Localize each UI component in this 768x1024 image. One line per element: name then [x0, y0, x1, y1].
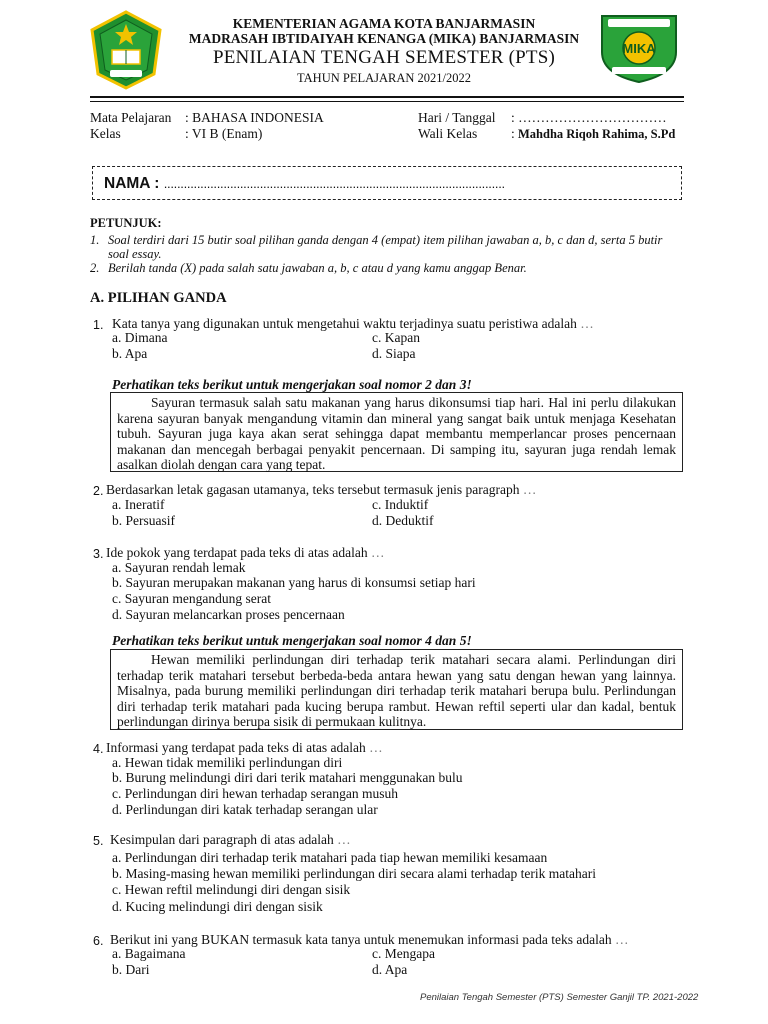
day-label: Hari / Tanggal: [418, 110, 496, 125]
class-label: Kelas: [90, 126, 121, 141]
question-4-stem: Informasi yang terdapat pada teks di atas adalah: [106, 740, 366, 755]
question-2-number: 2.: [93, 484, 104, 498]
question-4-option-d[interactable]: d. Perlindungan diri katak terhadap serangan ular: [112, 802, 378, 817]
question-4-option-b[interactable]: b. Burung melindungi diri dari terik matahari menggunakan bulu: [112, 770, 463, 785]
question-3-option-b[interactable]: b. Sayuran merupakan makanan yang harus di konsumsi setiap hari: [112, 575, 476, 590]
question-2-text: [106, 482, 536, 498]
question-1-ellipsis: …: [576, 316, 594, 331]
question-3-text: [106, 545, 385, 561]
class-value: : VI B (Enam): [185, 126, 263, 141]
kemenag-logo-icon: [90, 10, 162, 90]
passage-2-box: [110, 649, 683, 730]
day-value: : ……………………………: [511, 110, 667, 125]
question-5-option-a[interactable]: a. Perlindungan diri terhadap terik matahari pada tiap hewan memiliki kesamaan: [112, 850, 548, 865]
passage-1-instruction: Perhatikan teks berikut untuk mengerjakan soal nomor 2 dan 3!: [112, 377, 472, 392]
page-footer: Penilaian Tengah Semester (PTS) Semester Ganjil TP. 2021-2022: [420, 992, 699, 1003]
question-2-option-c[interactable]: c. Induktif: [372, 497, 429, 512]
exam-title: PENILAIAN TENGAH SEMESTER (PTS): [212, 47, 556, 68]
question-3-option-a[interactable]: a. Sayuran rendah lemak: [112, 560, 246, 575]
passage-2-text: Hewan memiliki perlindungan diri terhadap terik matahari secara alami. Perlindungan diri terhadap terik matahari tersebut berbeda-beda antara hewan yang satu dengan hewan yang lainnya. Misalnya, pada burung memiliki perlindungan diri terhadap terik matahari berupa bulu. Perlindungan diri terhadap terik matahari pada kucing berupa rambut. Hewan reftil seperti ular dan kadal, bentuk perlindungan dirinya berupa sisik di permukaan kulitnya.: [117, 652, 676, 730]
question-3-option-c[interactable]: c. Sayuran mengandung serat: [112, 591, 271, 606]
teacher-label: Wali Kelas: [418, 126, 478, 141]
question-1-option-c[interactable]: c. Kapan: [372, 330, 420, 345]
header-rule-thin: [90, 101, 684, 102]
question-4-ellipsis: …: [365, 740, 383, 755]
question-5-stem: Kesimpulan dari paragraph di atas adalah: [110, 832, 334, 847]
instruction-text: Soal terdiri dari 15 butir soal pilihan ganda dengan 4 (empat) item pilihan jawaban a, b, c dan d, serta 5 butir soal essay.: [108, 233, 663, 261]
question-1-option-a[interactable]: a. Dimana: [112, 330, 168, 345]
question-6-option-a[interactable]: a. Bagaimana: [112, 946, 186, 961]
question-1-stem: Kata tanya yang digunakan untuk mengetahui waktu terjadinya suatu peristiwa adalah: [112, 316, 577, 331]
instruction-number: 2.: [90, 261, 100, 275]
mika-school-logo-icon: [598, 12, 680, 84]
instruction-text: Berilah tanda (X) pada salah satu jawaban a, b, c atau d yang kamu anggap Benar.: [108, 261, 527, 275]
name-field[interactable]: [104, 175, 505, 193]
question-2-stem: Berdasarkan letak gagasan utamanya, teks tersebut termasuk jenis paragraph: [106, 482, 520, 497]
question-2-option-b[interactable]: b. Persuasif: [112, 513, 175, 528]
question-1-option-d[interactable]: d. Siapa: [372, 346, 416, 361]
question-6-option-b[interactable]: b. Dari: [112, 962, 150, 977]
question-1-text: [112, 316, 594, 332]
teacher-value: Mahdha Riqoh Rahima, S.Pd: [518, 127, 676, 141]
question-1-number: 1.: [93, 318, 104, 332]
teacher-colon: :: [511, 126, 515, 141]
header-rule-thick: [90, 96, 684, 98]
question-4-option-c[interactable]: c. Perlindungan diri hewan terhadap serangan musuh: [112, 786, 399, 801]
instruction-number: 1.: [90, 233, 100, 247]
question-2-option-a[interactable]: a. Ineratif: [112, 497, 165, 512]
passage-1-box: [110, 392, 683, 472]
question-6-text: [110, 932, 629, 948]
question-6-ellipsis: …: [611, 932, 629, 947]
question-3-option-d[interactable]: d. Sayuran melancarkan proses pencernaan: [112, 607, 345, 622]
question-6-option-c[interactable]: c. Mengapa: [372, 946, 435, 961]
subject-value: : BAHASA INDONESIA: [185, 110, 324, 125]
question-4-text: [106, 740, 383, 756]
question-2-ellipsis: …: [519, 482, 537, 497]
question-5-ellipsis: …: [333, 832, 351, 847]
question-5-number: 5.: [93, 834, 104, 848]
question-3-number: 3.: [93, 547, 104, 561]
question-2-option-d[interactable]: d. Deduktif: [372, 513, 434, 528]
passage-2-instruction: Perhatikan teks berikut untuk mengerjakan soal nomor 4 dan 5!: [112, 633, 472, 648]
name-dots: .......................................................................................................: [163, 176, 505, 191]
question-5-text: [110, 832, 351, 848]
question-3-stem: Ide pokok yang terdapat pada teks di atas adalah: [106, 545, 368, 560]
question-4-option-a[interactable]: a. Hewan tidak memiliki perlindungan diri: [112, 755, 343, 770]
instruction-item: [90, 233, 686, 261]
question-5-option-c[interactable]: c. Hewan reftil melindungi diri dengan sisik: [112, 882, 351, 897]
question-3-ellipsis: …: [367, 545, 385, 560]
section-a-heading: A. PILIHAN GANDA: [90, 290, 227, 306]
name-label: NAMA :: [104, 175, 160, 192]
question-6-option-d[interactable]: d. Apa: [372, 962, 408, 977]
question-5-option-d[interactable]: d. Kucing melindungi diri dengan sisik: [112, 899, 323, 914]
ministry-title: KEMENTERIAN AGAMA KOTA BANJARMASIN: [232, 16, 536, 31]
question-1-option-b[interactable]: b. Apa: [112, 346, 148, 361]
school-name: MADRASAH IBTIDAIYAH KENANGA (MIKA) BANJARMASIN: [188, 31, 580, 46]
subject-label: Mata Pelajaran: [90, 110, 172, 125]
academic-year: TAHUN PELAJARAN 2021/2022: [297, 71, 471, 85]
question-6-number: 6.: [93, 934, 104, 948]
instructions-title: PETUNJUK:: [90, 216, 162, 230]
mika-logo-text: MIKA: [622, 41, 656, 56]
passage-1-text: Sayuran termasuk salah satu makanan yang harus dikonsumsi tiap hari. Hal ini perlu dilakukan karena sayuran banyak mengandung vitamin dan mineral yang sangat baik untuk menjaga Kesehatan tubuh. Sayuran juga kaya akan serat sehingga dapat membantu memperlancar proses pencernaan makanan dan mencegah berbagai penyakit pencernaan. Di samping itu, sayuran juga rendah lemak asalkan diolah dengan cara yang tepat.: [117, 395, 676, 473]
question-6-stem: Berikut ini yang BUKAN termasuk kata tanya untuk menemukan informasi pada teks adalah: [110, 932, 612, 947]
question-5-option-b[interactable]: b. Masing-masing hewan memiliki perlindungan diri secara alami terhadap terik matahari: [112, 866, 596, 881]
question-4-number: 4.: [93, 742, 104, 756]
instruction-item: [90, 261, 686, 275]
